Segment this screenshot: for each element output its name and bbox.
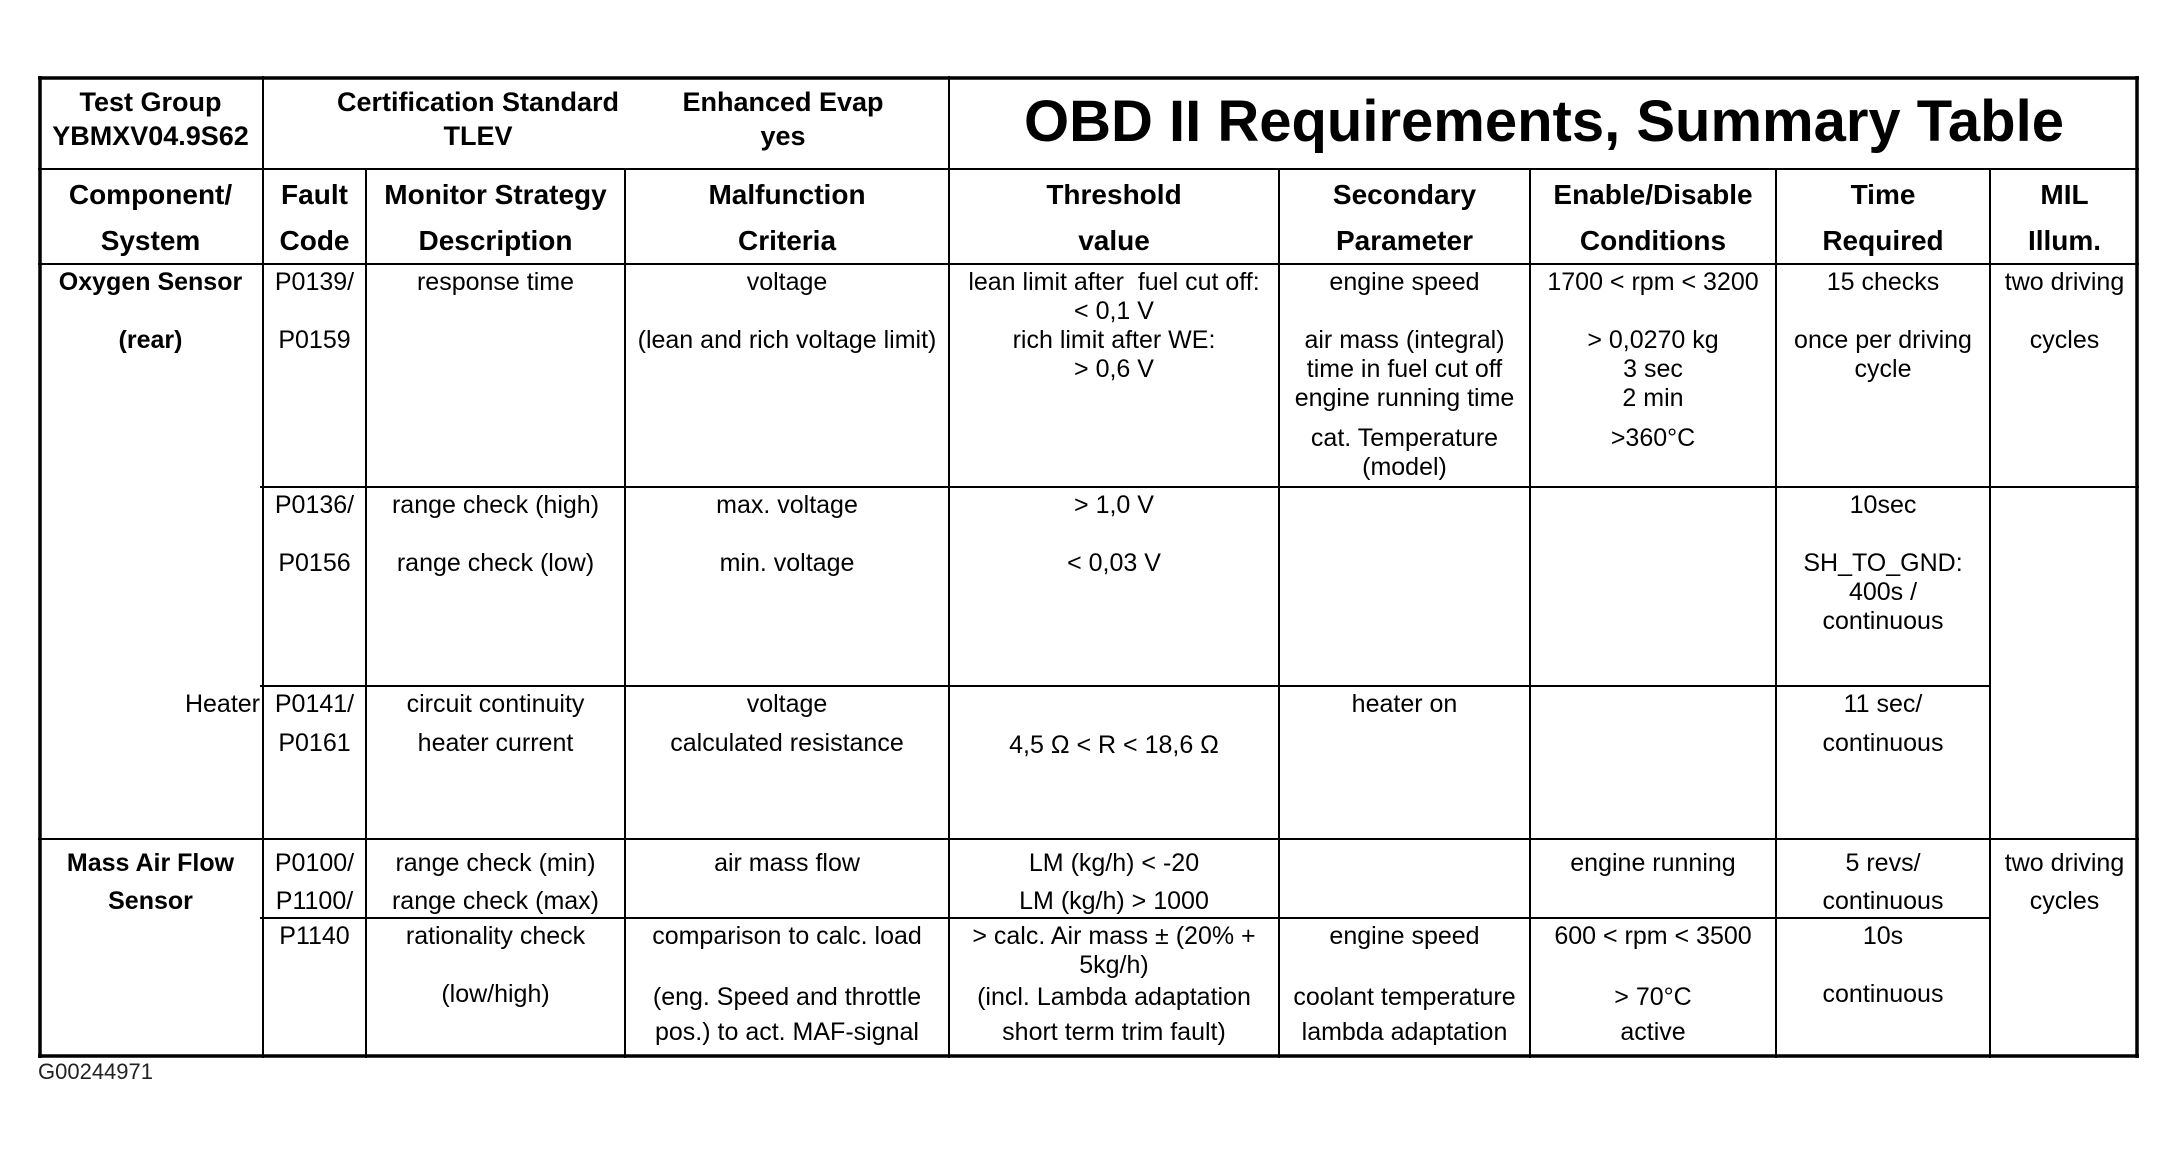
enable-engine-running: engine running xyxy=(1570,849,1736,877)
col-header-time: Time Required xyxy=(1822,179,1944,256)
col-header-malfunction: Malfunction Criteria xyxy=(708,179,866,256)
monitor-rationality-check: rationality check (low/high) xyxy=(405,922,586,1008)
malfunction-calculated-resistance: calculated resistance xyxy=(670,729,904,757)
secondary-coolant-lambda: coolant temperature lambda adaptation xyxy=(1293,983,1516,1046)
monitor-maf-range: range check (min) range check (max) xyxy=(391,849,600,915)
malfunction-heater-voltage: voltage xyxy=(746,690,828,718)
time-required-rationality: 10s xyxy=(1862,922,1904,950)
test-group-label: Test Group YBMXV04.9S62 xyxy=(52,87,249,151)
component-mass-air-flow: Mass Air Flow Sensor xyxy=(66,849,235,915)
secondary-cat-temperature: cat. Temperature (model) xyxy=(1310,424,1499,481)
col-header-secondary: Secondary Parameter xyxy=(1332,179,1477,256)
monitor-response-time: response time xyxy=(416,268,575,296)
enable-rpm-range: 600 < rpm < 3500 xyxy=(1554,922,1752,950)
time-required-rationality-continuous: continuous xyxy=(1822,980,1944,1008)
fault-code-p0141: P0141/ xyxy=(274,690,355,718)
component-oxygen-sensor: Oxygen Sensor (rear) xyxy=(58,268,243,354)
col-header-enable: Enable/Disable Conditions xyxy=(1553,179,1753,256)
col-header-mil: MIL Illum. xyxy=(2027,179,2102,256)
time-required-range: 10sec SH_TO_GND: 400s / continuous xyxy=(1803,491,1963,635)
threshold-lambda-adaptation: (incl. Lambda adaptation short term trim fault) xyxy=(977,983,1251,1046)
threshold-range: > 1,0 V < 0,03 V xyxy=(1067,491,1161,577)
monitor-circuit-continuity: circuit continuity xyxy=(406,690,585,718)
col-header-component: Component/ System xyxy=(68,179,233,256)
fault-code-p0161: P0161 xyxy=(278,729,351,757)
threshold-calc-air-mass: > calc. Air mass ± (20% + 5kg/h) xyxy=(972,922,1256,979)
col-header-monitor: Monitor Strategy Description xyxy=(384,179,607,256)
enable-coolant-active: > 70°C active xyxy=(1614,983,1692,1046)
enhanced-evap: Enhanced Evap yes xyxy=(682,87,884,151)
obd-summary-table xyxy=(38,76,2139,1058)
fault-code-p0100: P0100/ P1100/ xyxy=(274,849,355,915)
enable-cat-temperature: >360°C xyxy=(1610,424,1696,452)
secondary-params-o2: engine speed air mass (integral) time in fuel cut off engine running time xyxy=(1294,268,1515,412)
secondary-heater-on: heater on xyxy=(1351,690,1458,718)
col-header-fault-code: Fault Code xyxy=(279,179,350,256)
threshold-maf-range: LM (kg/h) < -20 LM (kg/h) > 1000 xyxy=(1019,849,1209,915)
malfunction-air-mass-flow: air mass flow xyxy=(714,849,860,877)
malfunction-comparison: comparison to calc. load xyxy=(652,922,922,950)
malfunction-voltage: voltage (lean and rich voltage limit) xyxy=(637,268,937,354)
page-title: OBD II Requirements, Summary Table xyxy=(1024,89,2064,154)
fault-code-p0139: P0139/ P0159 xyxy=(274,268,355,354)
threshold-lean-rich: lean limit after fuel cut off: < 0,1 V rich limit after WE: > 0,6 V xyxy=(968,268,1260,383)
component-heater: Heater xyxy=(184,690,260,718)
fault-code-p0136: P0136/ P0156 xyxy=(274,491,355,577)
monitor-range-check: range check (high) range check (low) xyxy=(391,491,600,577)
threshold-resistance: 4,5 Ω < R < 18,6 Ω xyxy=(1009,731,1219,759)
enable-conditions-o2: 1700 < rpm < 3200 > 0,0270 kg 3 sec 2 min xyxy=(1547,268,1759,412)
figure-id: G00244971 xyxy=(38,1059,153,1084)
certification-standard: Certification Standard TLEV xyxy=(336,87,620,151)
mil-illum-o2: two driving cycles xyxy=(2004,268,2125,354)
malfunction-max-min-voltage: max. voltage min. voltage xyxy=(716,491,858,577)
fault-code-p1140: P1140 xyxy=(279,922,350,950)
malfunction-comparison-detail: (eng. Speed and throttle pos.) to act. MAF-signal xyxy=(652,983,922,1046)
time-required-heater: 11 sec/ xyxy=(1843,690,1923,718)
col-header-threshold: Threshold value xyxy=(1046,179,1182,256)
monitor-heater-current: heater current xyxy=(417,729,574,757)
time-required-heater-continuous: continuous xyxy=(1822,729,1944,757)
mil-illum-maf: two driving cycles xyxy=(2004,849,2125,915)
time-required-o2: 15 checks once per driving cycle xyxy=(1794,268,1972,383)
time-required-maf: 5 revs/ continuous xyxy=(1822,849,1944,915)
secondary-engine-speed: engine speed xyxy=(1329,922,1480,950)
